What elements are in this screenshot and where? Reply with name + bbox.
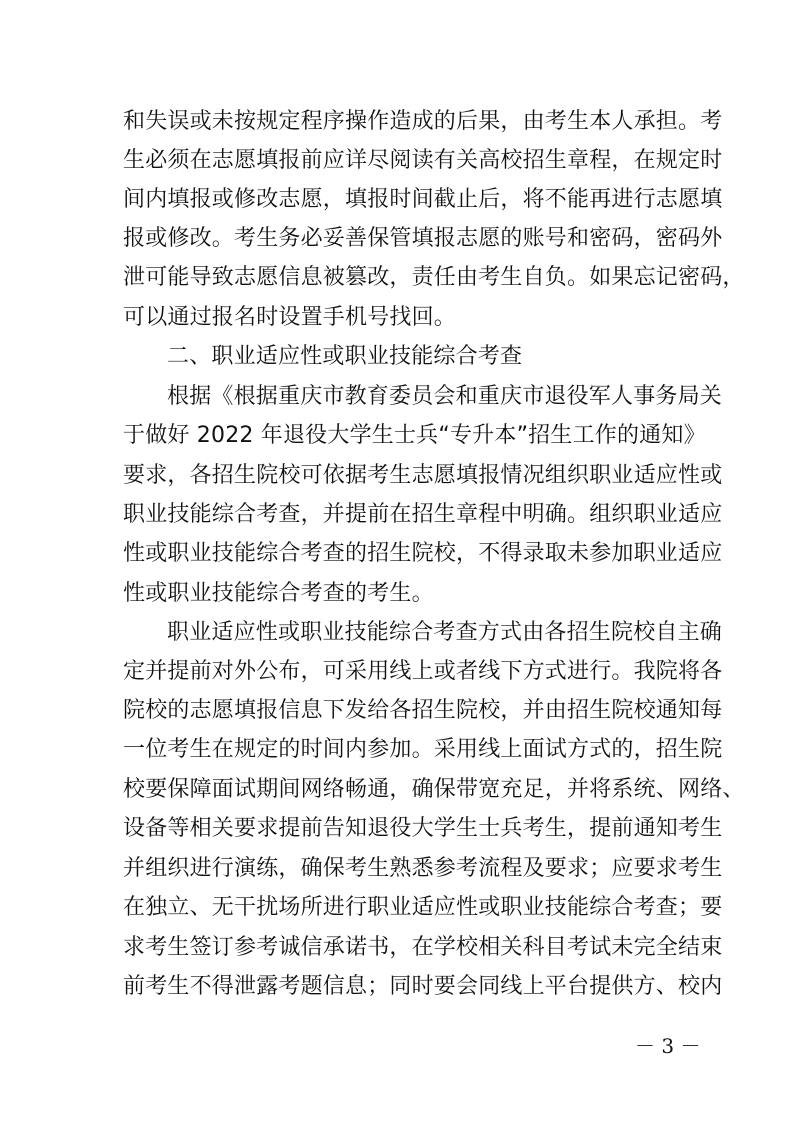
body-text-line: 校要保障面试期间网络畅通，确保带宽充足，并将系统、网络、 bbox=[123, 777, 745, 802]
body-text-line: 定并提前对外公布，可采用线上或者线下方式进行。我院将各 bbox=[123, 659, 723, 684]
body-text-line: 院校的志愿填报信息下发给各招生院校，并由招生院校通知每 bbox=[123, 698, 723, 723]
body-text-line: 根据《根据重庆市教育委员会和重庆市退役军人事务局关 bbox=[167, 384, 723, 409]
body-text-line: 可以通过报名时设置手机号找回。 bbox=[123, 305, 457, 330]
body-text-line: 泄可能导致志愿信息被篡改，责任由考生自负。如果忘记密码， bbox=[123, 265, 745, 290]
body-text-line: 和失误或未按规定程序操作造成的后果，由考生本人承担。考 bbox=[123, 109, 723, 134]
body-text-line: 设备等相关要求提前告知退役大学生士兵考生，提前通知考生 bbox=[123, 816, 723, 841]
body-text-line: 性或职业技能综合考查的招生院校，不得录取未参加职业适应 bbox=[123, 541, 723, 566]
body-text-line: 于做好 2022 年退役大学生士兵“专升本”招生工作的通知》 bbox=[123, 423, 706, 448]
body-text-line: 生必须在志愿填报前应详尽阅读有关高校招生章程，在规定时 bbox=[123, 148, 723, 173]
body-text-line: 性或职业技能综合考查的考生。 bbox=[123, 581, 434, 606]
page-number: － 3 － bbox=[635, 1034, 701, 1058]
body-text-line: 求考生签订参考诚信承诺书，在学校相关科目考试未完全结束 bbox=[123, 935, 723, 960]
body-text-line: 要求，各招生院校可依据考生志愿填报情况组织职业适应性或 bbox=[123, 463, 723, 488]
body-text-line: 职业适应性或职业技能综合考查方式由各招生院校自主确 bbox=[167, 620, 723, 645]
body-text-line: 一位考生在规定的时间内参加。采用线上面试方式的，招生院 bbox=[123, 737, 723, 762]
body-text-line: 报或修改。考生务必妥善保管填报志愿的账号和密码，密码外 bbox=[123, 226, 723, 251]
section-heading: 二、职业适应性或职业技能综合考查 bbox=[167, 344, 523, 369]
body-text-line: 间内填报或修改志愿，填报时间截止后，将不能再进行志愿填 bbox=[123, 187, 723, 212]
body-text-line: 并组织进行演练，确保考生熟悉参考流程及要求；应要求考生 bbox=[123, 856, 723, 881]
body-text-line: 职业技能综合考查，并提前在招生章程中明确。组织职业适应 bbox=[123, 502, 723, 527]
body-text-line: 前考生不得泄露考题信息；同时要会同线上平台提供方、校内 bbox=[123, 974, 723, 999]
body-text-line: 在独立、无干扰场所进行职业适应性或职业技能综合考查；要 bbox=[123, 895, 723, 920]
